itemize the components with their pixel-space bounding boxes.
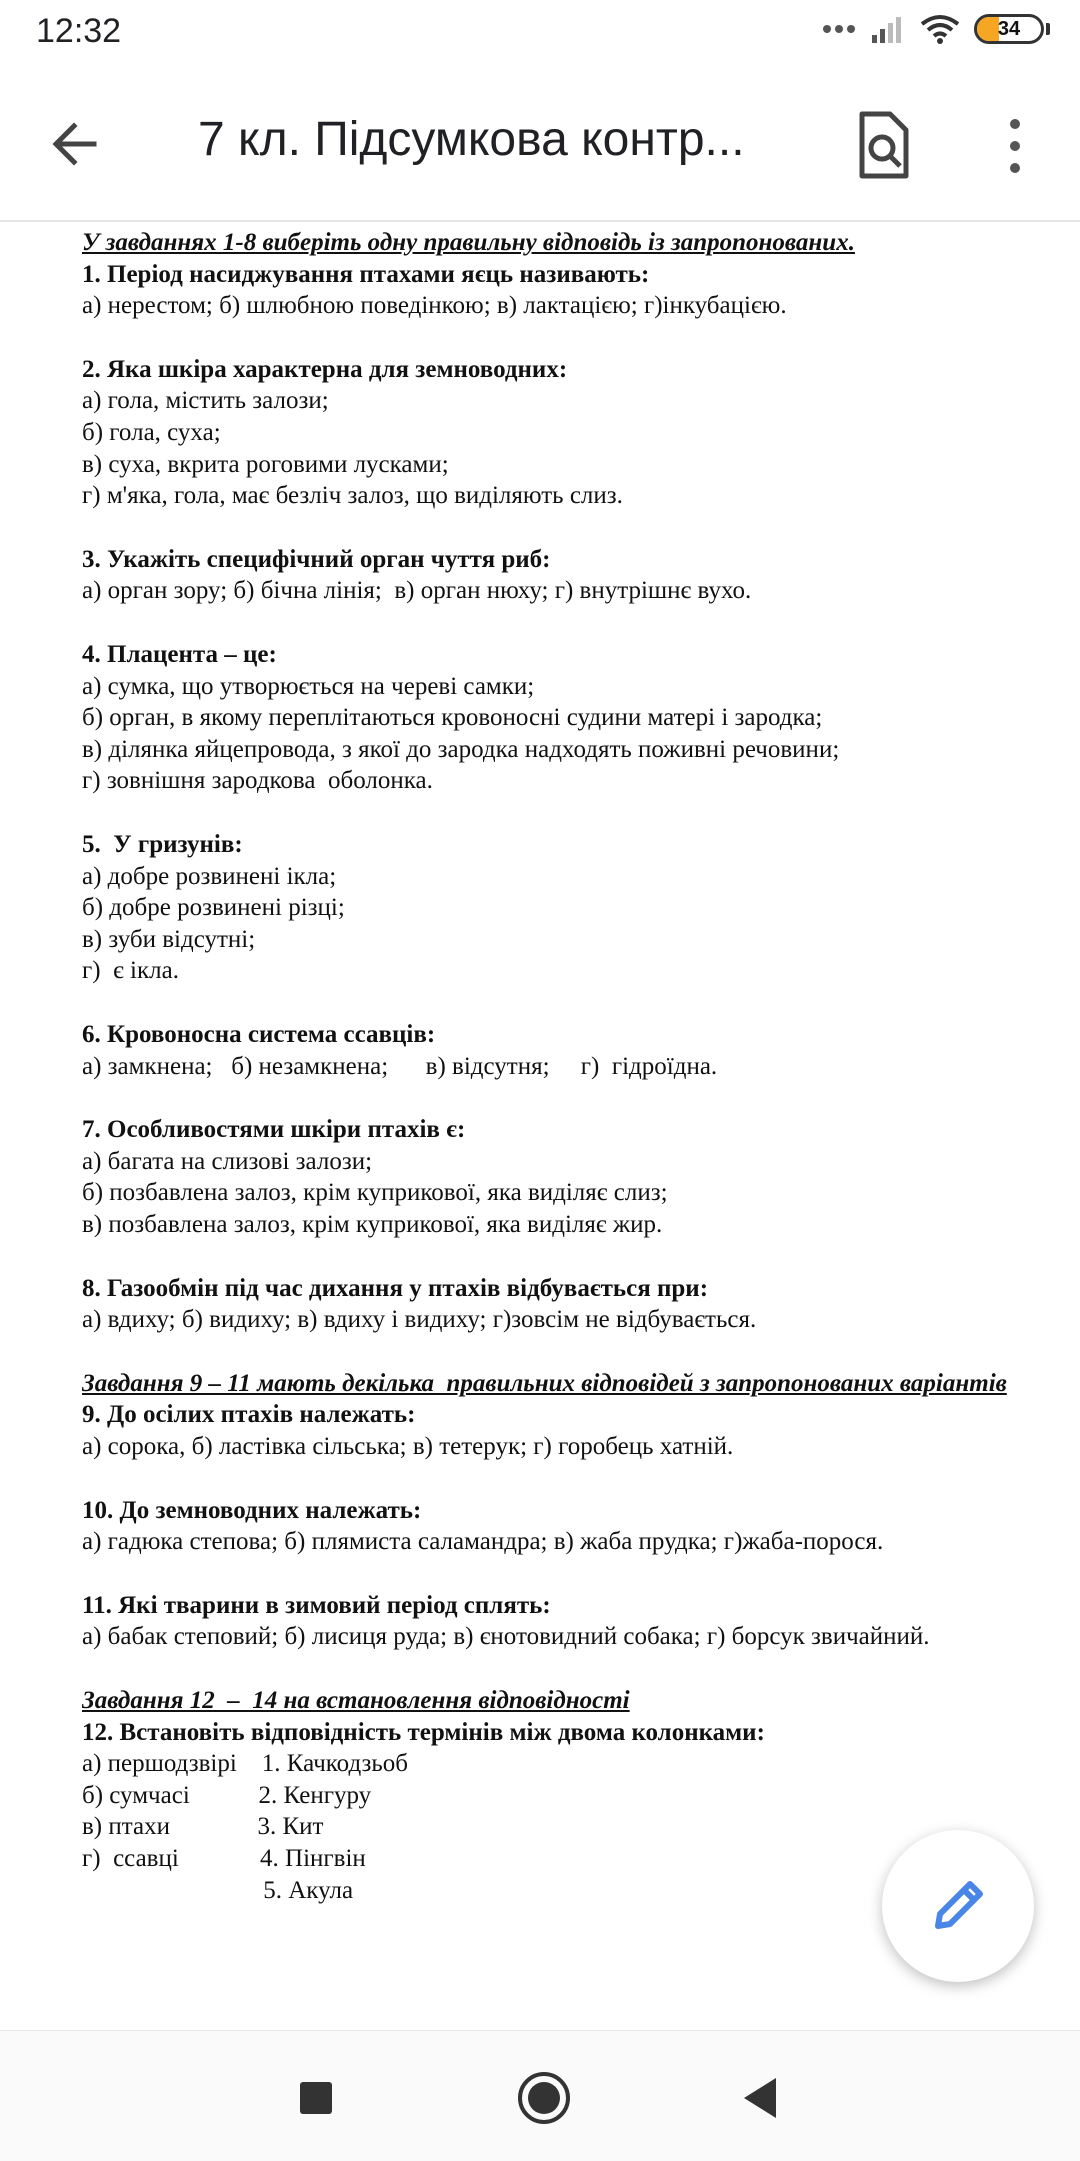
cell-signal-icon bbox=[870, 15, 906, 43]
answer-text: г) ссавці 4. Пінгвін bbox=[82, 1845, 366, 1872]
question-text: 9. До осілих птахів належать: bbox=[82, 1401, 416, 1429]
triangle-back-icon bbox=[740, 2074, 780, 2122]
find-in-page-icon bbox=[850, 110, 916, 180]
back-button[interactable] bbox=[44, 112, 108, 176]
answer-text: в) птахи 3. Кит bbox=[82, 1813, 324, 1841]
question-text: 2. Яка шкіра характерна для земноводних: bbox=[82, 355, 568, 383]
answer-text: а) орган зору; б) бічна лінія; в) орган нюху; г) внутрішнє вухо. bbox=[82, 577, 752, 605]
question-text: 12. Встановіть відповідність термінів між двома колонками: bbox=[82, 1718, 765, 1746]
answer-text: г) м'яка, гола, має безліч залоз, що виділяють слиз. bbox=[82, 482, 623, 510]
question-text: 6. Кровоносна система ссавців: bbox=[82, 1021, 436, 1048]
answer-text: б) добре розвинені різці; bbox=[82, 894, 345, 922]
answer-text: б) сумчасі 2. Кенгуру bbox=[82, 1781, 372, 1809]
answer-text: а) нерестом; б) шлюбною поведінкою; в) лактацією; г)інкубацією. bbox=[82, 292, 787, 320]
answer-text: б) орган, в якому переплітаються кровоносні судини матері і зародка; bbox=[82, 704, 823, 732]
status-bar bbox=[0, 0, 1080, 70]
wifi-icon bbox=[920, 14, 960, 44]
answer-text: а) гола, містить залози; bbox=[82, 387, 329, 415]
answer-text: в) суха, вкрита роговими лусками; bbox=[82, 450, 449, 478]
answer-text: а) замкнена; б) незамкнена; в) відсутня; г) гідроїдна. bbox=[82, 1052, 718, 1080]
answer-text: а) бабак степовий; б) лисиця руда; в) єнотовидний собака; г) борсук звичайний. bbox=[82, 1623, 930, 1651]
section-heading: Завдання 9 – 11 мають декілька правильних відповідей з запропонованих варіантів bbox=[82, 1369, 1007, 1397]
question-text: 7. Особливостями шкіри птахів є: bbox=[82, 1116, 466, 1144]
answer-text: в) позбавлена залоз, крім куприкової, яка виділяє жир. bbox=[82, 1211, 663, 1238]
answer-text: а) багата на слизові залози; bbox=[82, 1147, 373, 1175]
pencil-edit-icon bbox=[926, 1874, 990, 1938]
status-time: 12:32 bbox=[36, 12, 122, 50]
more-vert-icon bbox=[998, 114, 1032, 178]
battery-level: 34 bbox=[997, 18, 1021, 40]
document-title: 7 кл. Підсумкова контр... bbox=[198, 113, 745, 166]
arrow-back-icon bbox=[44, 112, 108, 176]
answer-text: а) першодзвірі 1. Качкодзьоб bbox=[82, 1750, 408, 1778]
answer-text: г) зовнішня зародкова оболонка. bbox=[82, 767, 433, 795]
home-circle-icon bbox=[516, 2070, 572, 2126]
answer-text: б) гола, суха; bbox=[82, 419, 221, 446]
question-text: 8. Газообмін під час дихання у птахів відбувається при: bbox=[82, 1274, 709, 1302]
system-nav-bar bbox=[0, 2030, 1080, 2161]
answer-text: в) ділянка яйцепровода, з якої до зародка надходять поживні речовини; bbox=[82, 735, 840, 763]
answer-text: а) сорока, б) ластівка сільська; в) тетерук; г) горобець хатній. bbox=[82, 1433, 734, 1460]
answer-text: 5. Акула bbox=[82, 1876, 354, 1904]
question-text: 4. Плацента – це: bbox=[82, 641, 277, 668]
question-text: 10. До земноводних належать: bbox=[82, 1496, 422, 1524]
signal-dots-icon bbox=[822, 24, 856, 34]
answer-text: в) зуби відсутні; bbox=[82, 925, 256, 953]
edit-fab[interactable] bbox=[882, 1830, 1034, 1982]
section-heading: Завдання 12 – 14 на встановлення відповідності bbox=[82, 1687, 630, 1714]
find-in-page-button[interactable] bbox=[850, 110, 916, 180]
answer-text: а) вдиху; б) видиху; в) вдиху і видиху; г)зовсім не відбувається. bbox=[82, 1306, 757, 1334]
more-options-button[interactable] bbox=[998, 114, 1032, 178]
question-text: 1. Період насиджування птахами яєць називають: bbox=[82, 260, 650, 288]
answer-text: а) добре розвинені ікла; bbox=[82, 862, 337, 890]
answer-text: г) є ікла. bbox=[82, 957, 179, 985]
home-button[interactable] bbox=[516, 2070, 572, 2126]
question-text: 5. У гризунів: bbox=[82, 831, 243, 858]
section-heading: У завданнях 1-8 виберіть одну правильну відповідь із запропонованих. bbox=[82, 229, 855, 256]
nav-back-button[interactable] bbox=[740, 2074, 780, 2122]
battery-indicator bbox=[974, 14, 1050, 44]
document-page bbox=[82, 228, 1080, 2028]
answer-text: а) гадюка степова; б) плямиста саламандра; в) жаба прудка; г)жаба-порося. bbox=[82, 1528, 884, 1556]
question-text: 3. Укажіть специфічний орган чуття риб: bbox=[82, 545, 551, 573]
answer-text: а) сумка, що утворюється на череві самки; bbox=[82, 672, 535, 700]
status-icons bbox=[822, 14, 1050, 44]
app-bar bbox=[0, 70, 1080, 222]
question-text: 11. Які тварини в зимовий період сплять: bbox=[82, 1591, 551, 1619]
recents-button[interactable] bbox=[300, 2082, 332, 2114]
answer-text: б) позбавлена залоз, крім куприкової, яка виділяє слиз; bbox=[82, 1179, 668, 1207]
